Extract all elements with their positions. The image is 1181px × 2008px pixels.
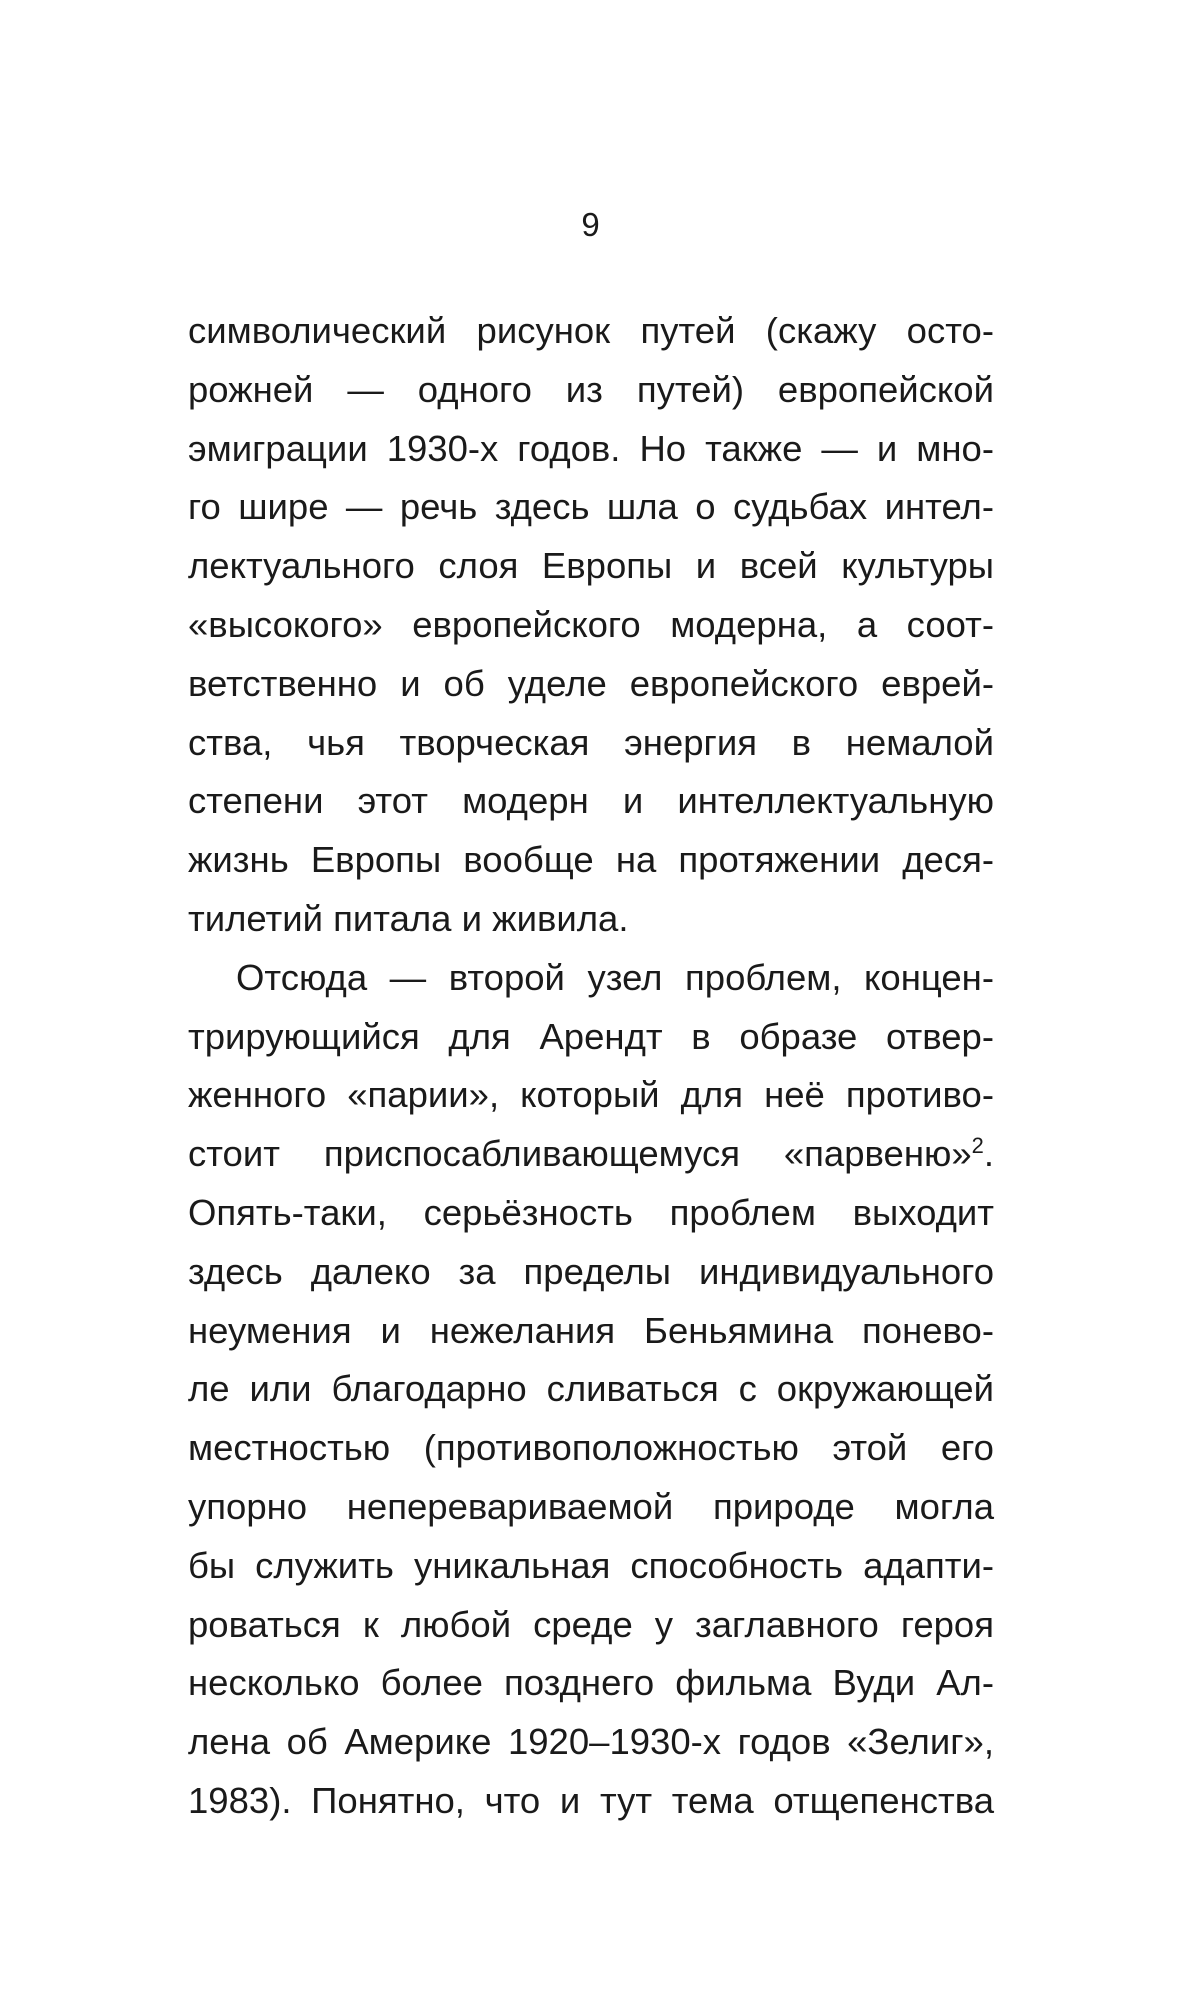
text-line: «высокого» европейского модерна, а соот-	[188, 603, 994, 645]
text-line: несколько более позднего фильма Вуди Ал-	[188, 1662, 994, 1704]
text-line: жизнь Европы вообще на протяжении деся-	[188, 839, 994, 881]
text-line: упорно неперевариваемой природе могла	[188, 1485, 994, 1527]
paragraph-1	[188, 302, 994, 949]
footnote-reference[interactable]: 2	[971, 1133, 984, 1158]
text-line: бы служить уникальная способность адапти-	[188, 1544, 994, 1586]
text-line: Опять-таки, серьёзность проблем выходит	[188, 1191, 994, 1233]
text-line: Отсюда — второй узел проблем, концен-	[236, 956, 994, 998]
body-text	[188, 302, 994, 1831]
text-line: символический рисунок путей (скажу осто-	[188, 310, 994, 351]
text-line: лена об Америке 1920–1930-х годов «Зелиг»,	[188, 1721, 994, 1763]
text-line: трирующийся для Арендт в образе отвер-	[188, 1015, 994, 1057]
text-line: рожней — одного из путей) европейской	[188, 368, 994, 410]
text-line: женного «парии», который для неё противо-	[188, 1074, 994, 1116]
text-line: тилетий питала и живила.	[188, 897, 629, 939]
text-line: 1983). Понятно, что и тут тема отщепенства	[188, 1779, 994, 1821]
text-line: эмиграции 1930-х годов. Но также — и мно-	[188, 427, 994, 469]
text-line-content: стоит приспосабливающемуся «парвеню»	[188, 1133, 972, 1175]
paragraph-2	[188, 949, 994, 1831]
text-line: местностью (противоположностью этой его	[188, 1427, 994, 1469]
text-line: неумения и нежелания Беньямина понево-	[188, 1309, 994, 1351]
page-number: 9	[581, 206, 600, 243]
text-line: здесь далеко за пределы индивидуального	[188, 1250, 994, 1292]
text-line: ле или благодарно сливаться с окружающей	[188, 1368, 994, 1410]
text-line: лектуального слоя Европы и всей культуры	[188, 545, 994, 587]
text-line: роваться к любой среде у заглавного героя	[188, 1603, 994, 1645]
text-line: степени этот модерн и интеллектуальную	[188, 780, 994, 822]
text-line: ветственно и об уделе европейского еврей-	[188, 662, 994, 704]
footnote-suffix: .	[983, 1133, 994, 1175]
text-line-with-footnote	[188, 1125, 994, 1184]
text-line: ства, чья творческая энергия в немалой	[188, 721, 994, 763]
text-line: го шире — речь здесь шла о судьбах интел-	[188, 486, 994, 528]
